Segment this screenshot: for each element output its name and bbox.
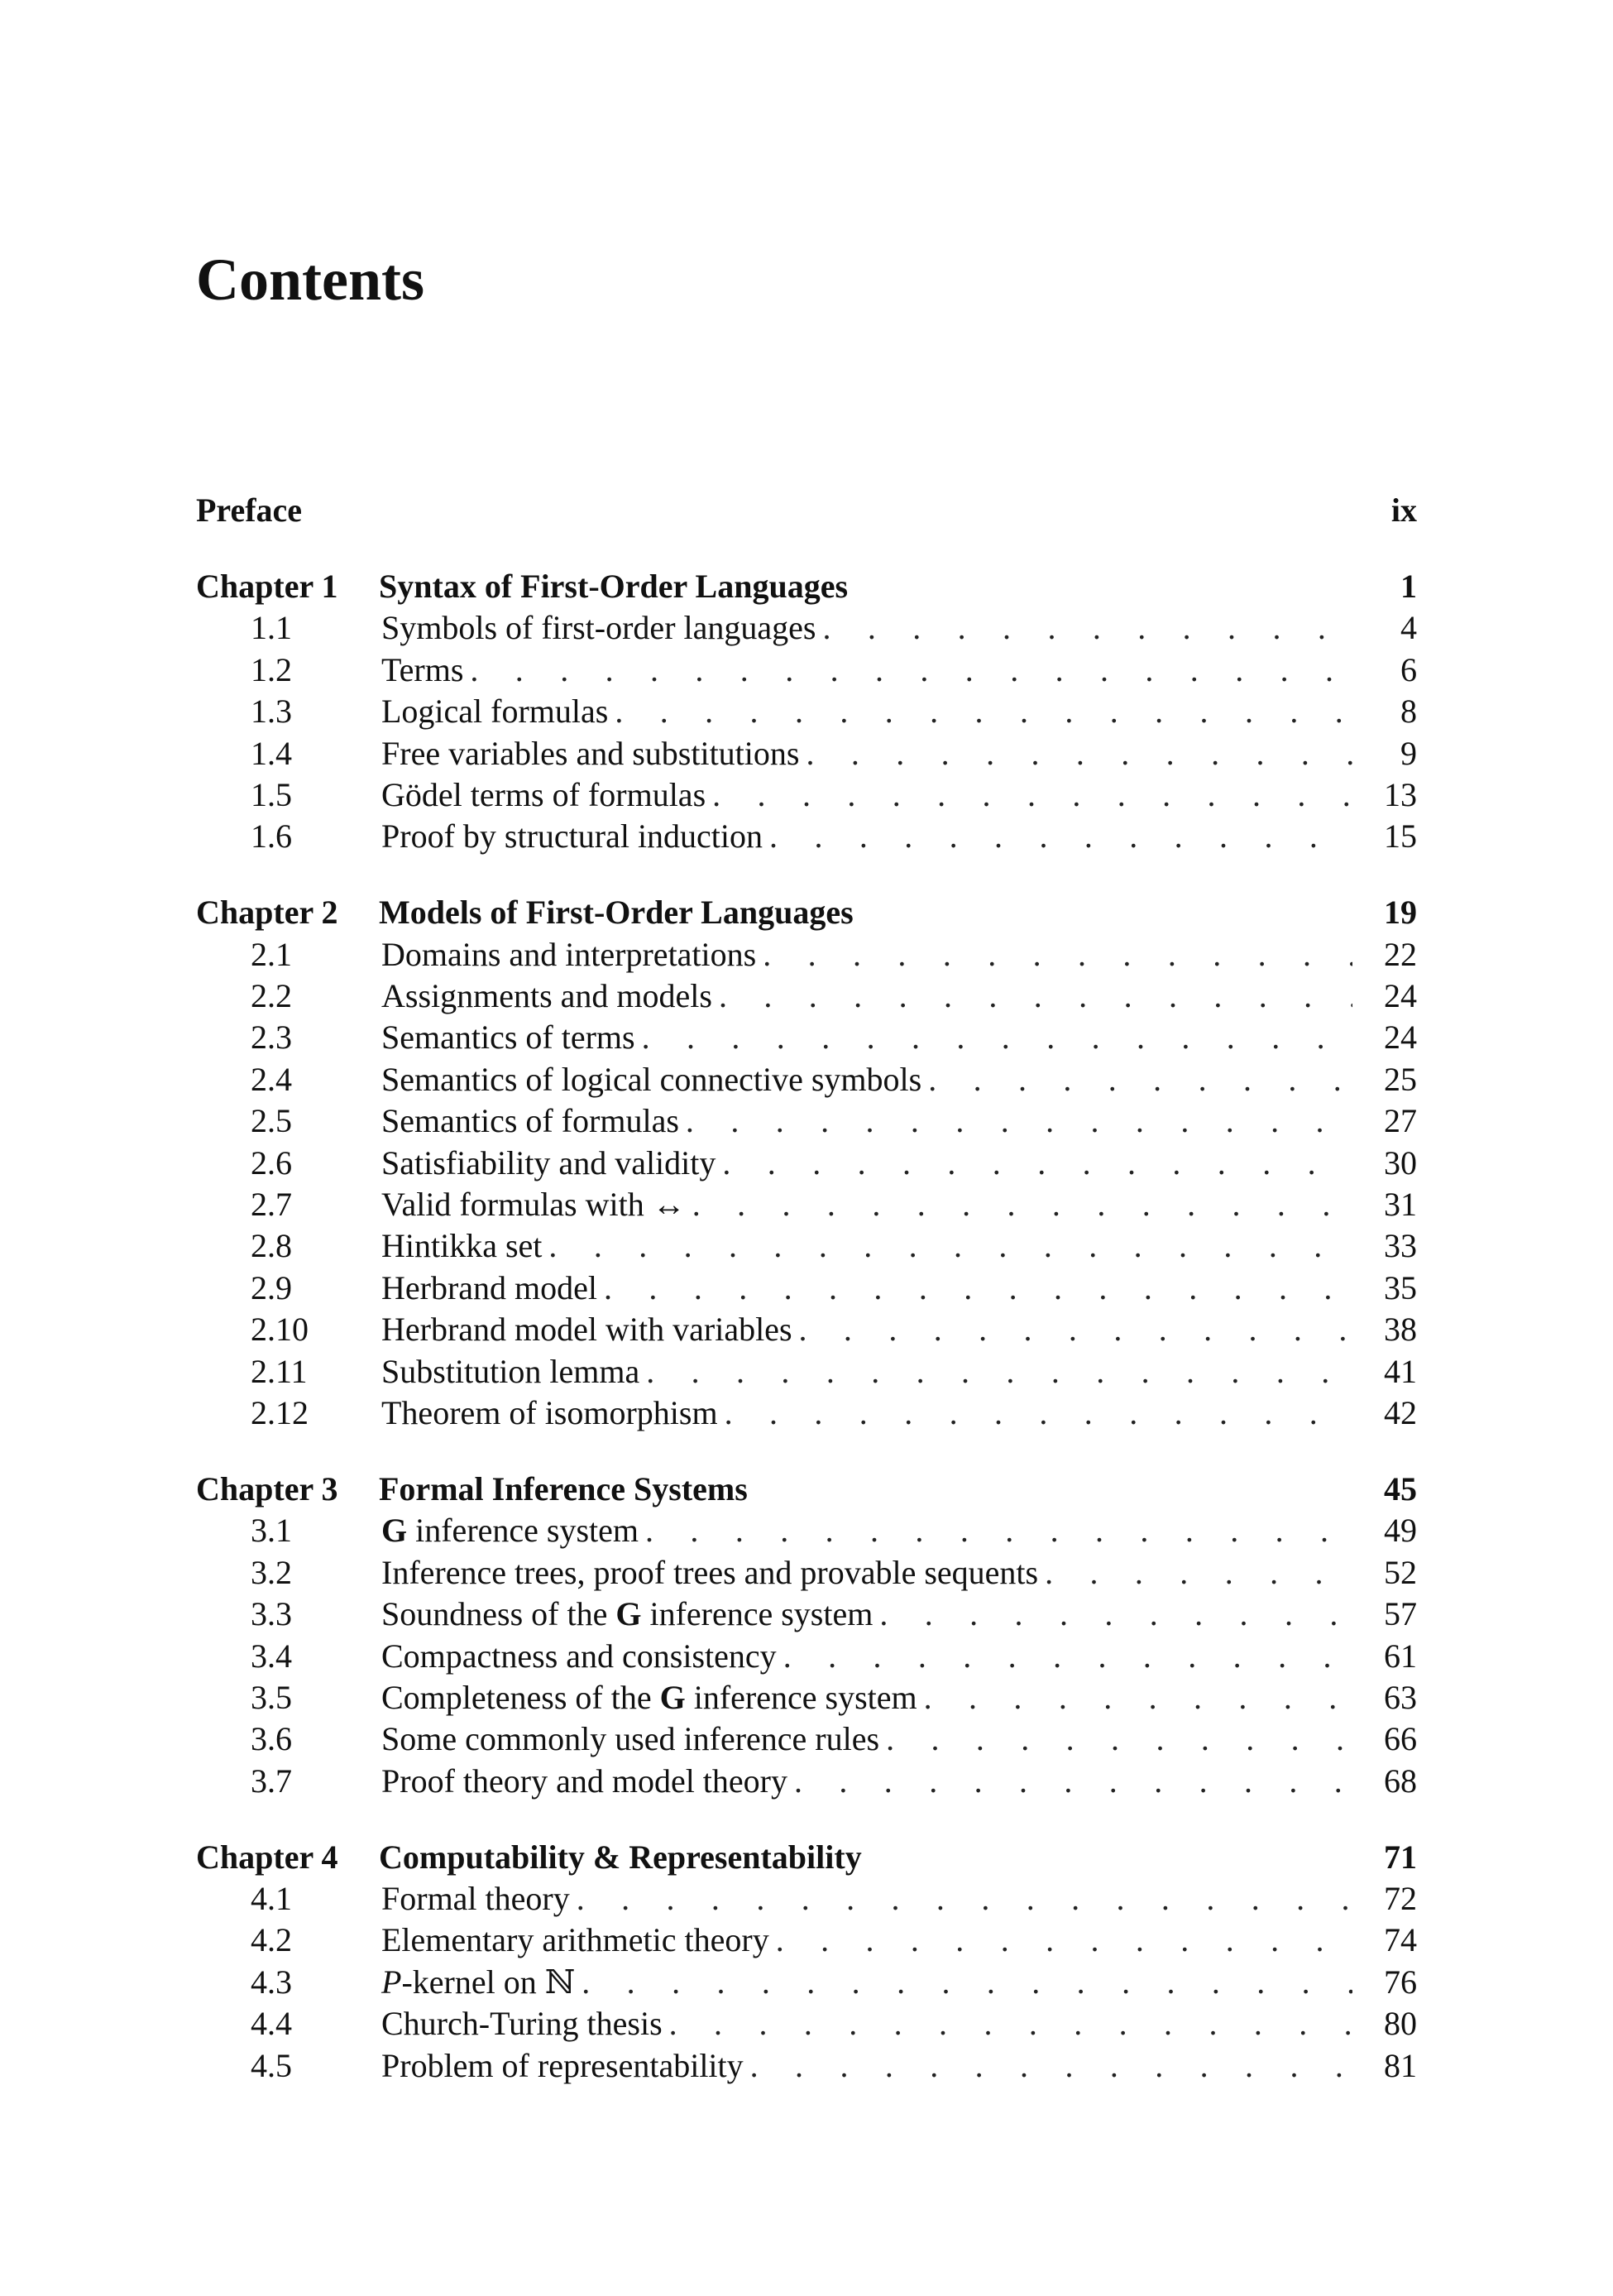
toc-chapter-entry[interactable]: [196, 566, 1417, 607]
toc-section-entry[interactable]: [196, 1309, 1417, 1350]
dot-leader: [769, 816, 1352, 857]
section-title: Problem of representability: [381, 2046, 744, 2084]
section-number: 3.6: [251, 1720, 292, 1758]
toc-section-entry[interactable]: [196, 1636, 1417, 1677]
toc-section-entry[interactable]: [196, 1594, 1417, 1635]
page-number: 22: [1384, 935, 1417, 973]
section-number: 2.2: [251, 977, 292, 1015]
toc-section-entry[interactable]: [196, 733, 1417, 774]
toc-chapter-entry[interactable]: [196, 892, 1417, 933]
toc-section-entry[interactable]: [196, 1878, 1417, 1920]
dot-leader: [642, 1017, 1352, 1058]
toc-chapter-entry[interactable]: [196, 1837, 1417, 1878]
page-number: 49: [1384, 1512, 1417, 1550]
dot-leader: [712, 774, 1352, 816]
toc-section-entry[interactable]: [196, 1184, 1417, 1225]
section-number: 2.1: [251, 935, 292, 973]
toc-section-entry[interactable]: [196, 691, 1417, 732]
section-title: Formal theory: [381, 1880, 570, 1918]
section-number: 4.5: [251, 2046, 292, 2084]
toc-section-entry[interactable]: [196, 1351, 1417, 1392]
section-number: 4.2: [251, 1921, 292, 1959]
section-title: Proof theory and model theory: [381, 1762, 787, 1800]
section-number: 1.1: [251, 609, 292, 647]
section-number: 2.11: [251, 1352, 308, 1390]
page-number: 1: [1400, 567, 1417, 605]
section-number: 1.2: [251, 650, 292, 688]
page-number: 45: [1384, 1469, 1417, 1507]
toc-section-entry[interactable]: [196, 1761, 1417, 1802]
page-number: 71: [1384, 1838, 1417, 1876]
dot-leader: [686, 1100, 1352, 1142]
dot-leader: [783, 1636, 1352, 1677]
section-title: [381, 1962, 582, 2003]
section-number: 2.4: [251, 1060, 292, 1098]
toc-section-entry[interactable]: [196, 2003, 1417, 2044]
bold-symbol: G: [615, 1595, 642, 1633]
chapter-title: Models of First-Order Languages: [379, 894, 854, 932]
page-number: 25: [1384, 1060, 1417, 1098]
page-number: 68: [1384, 1762, 1417, 1800]
section-title: Satisfiability and validity: [381, 1143, 716, 1182]
section-title: Domains and interpretations: [381, 935, 757, 973]
section-title: Terms: [381, 650, 464, 688]
toc-section-entry[interactable]: [196, 1059, 1417, 1100]
toc-section-entry[interactable]: [196, 1268, 1417, 1309]
page-number: 27: [1384, 1102, 1417, 1140]
dot-leader: [750, 2045, 1352, 2087]
section-title: [381, 1677, 924, 1718]
dot-leader: [470, 649, 1352, 691]
page-title: Contents: [196, 247, 425, 313]
dot-leader: [582, 1962, 1352, 2003]
section-title: Semantics of logical connective symbols: [381, 1060, 922, 1098]
section-title-text: inference system: [407, 1512, 639, 1550]
page-number: 6: [1400, 650, 1417, 688]
page-number: 81: [1384, 2046, 1417, 2084]
page-number: 13: [1384, 775, 1417, 813]
section-title: Herbrand model: [381, 1268, 598, 1306]
section-number: 2.10: [251, 1311, 309, 1349]
page-number: 15: [1384, 817, 1417, 856]
section-number: 2.6: [251, 1143, 292, 1182]
section-title: Semantics of formulas: [381, 1102, 679, 1140]
dot-leader: [806, 733, 1352, 774]
section-number: 1.6: [251, 817, 292, 856]
dot-leader: [763, 934, 1352, 975]
dot-leader: [822, 607, 1352, 649]
page-number: 41: [1384, 1352, 1417, 1390]
preface-label: Preface: [196, 491, 303, 529]
section-number: 3.7: [251, 1762, 292, 1800]
toc-section-entry[interactable]: [196, 1718, 1417, 1760]
toc-section-entry[interactable]: [196, 816, 1417, 857]
page-number: 24: [1384, 977, 1417, 1015]
chapter-label: Chapter 3: [196, 1469, 338, 1507]
section-number: 3.2: [251, 1553, 292, 1591]
page-number: 72: [1384, 1880, 1417, 1918]
section-title: Logical formulas: [381, 693, 609, 731]
toc-preface-entry[interactable]: [196, 490, 1417, 531]
dot-leader: [615, 691, 1352, 732]
section-title: Elementary arithmetic theory: [381, 1921, 769, 1959]
section-title: Proof by structural induction: [381, 817, 763, 856]
page-number: 4: [1400, 609, 1417, 647]
dot-leader: [1045, 1552, 1352, 1594]
chapter-title: Computability & Representability: [379, 1838, 862, 1876]
section-number: 4.3: [251, 1963, 292, 2001]
section-title: Hintikka set: [381, 1227, 543, 1265]
dot-leader: [646, 1351, 1352, 1392]
toc-section-entry[interactable]: [196, 1392, 1417, 1434]
toc-section-entry[interactable]: [196, 1552, 1417, 1594]
toc-section-entry[interactable]: [196, 975, 1417, 1017]
toc-section-entry[interactable]: [196, 1510, 1417, 1551]
section-number: 4.1: [251, 1880, 292, 1918]
dot-leader: [924, 1677, 1352, 1718]
page-number: 57: [1384, 1595, 1417, 1633]
section-number: 2.8: [251, 1227, 292, 1265]
page-number: 33: [1384, 1227, 1417, 1265]
chapter-title: Formal Inference Systems: [379, 1469, 748, 1507]
page-number: 38: [1384, 1311, 1417, 1349]
section-number: 2.9: [251, 1268, 292, 1306]
bold-symbol: G: [381, 1512, 408, 1550]
page-number: 80: [1384, 2005, 1417, 2043]
dot-leader: [799, 1309, 1352, 1350]
dot-leader: [722, 1143, 1352, 1184]
page-number: 24: [1384, 1019, 1417, 1057]
section-title: [381, 1510, 645, 1551]
bold-symbol: G: [659, 1678, 686, 1716]
dot-leader: [794, 1761, 1352, 1802]
section-title-text-after: inference system: [641, 1595, 874, 1633]
toc-section-entry[interactable]: [196, 2045, 1417, 2087]
section-number: 1.4: [251, 734, 292, 772]
chapter-label: Chapter 2: [196, 894, 338, 932]
dot-leader: [776, 1920, 1352, 1961]
toc-section-entry[interactable]: [196, 1962, 1417, 2003]
table-of-contents: [196, 490, 1417, 2087]
dot-leader: [879, 1594, 1352, 1635]
page-number: 31: [1384, 1186, 1417, 1224]
section-title: Theorem of isomorphism: [381, 1394, 718, 1431]
italic-symbol: P: [381, 1963, 402, 2001]
section-title-text: -kernel on ℕ: [401, 1963, 576, 2001]
dot-leader: [669, 2003, 1352, 2044]
dot-leader: [886, 1718, 1352, 1760]
section-title: Church-Turing thesis: [381, 2005, 663, 2043]
page-number: 8: [1400, 693, 1417, 731]
page-number: 61: [1384, 1637, 1417, 1675]
toc-section-entry[interactable]: [196, 607, 1417, 649]
section-number: 4.4: [251, 2005, 292, 2043]
chapter-title: Syntax of First-Order Languages: [379, 567, 849, 605]
page-number: 30: [1384, 1143, 1417, 1182]
dot-leader: [719, 975, 1352, 1017]
page-number: 63: [1384, 1678, 1417, 1716]
section-title: Substitution lemma: [381, 1352, 640, 1390]
toc-section-entry[interactable]: [196, 1677, 1417, 1718]
section-title: Compactness and consistency: [381, 1637, 777, 1675]
section-number: 3.5: [251, 1678, 292, 1716]
page-number: ix: [1390, 491, 1417, 529]
section-number: 2.5: [251, 1102, 292, 1140]
toc-chapter-entry[interactable]: [196, 1469, 1417, 1510]
section-title: Some commonly used inference rules: [381, 1720, 880, 1758]
page-number: 35: [1384, 1268, 1417, 1306]
section-title: Inference trees, proof trees and provable sequents: [381, 1553, 1039, 1591]
section-number: 1.5: [251, 775, 292, 813]
dot-leader: [725, 1392, 1352, 1434]
section-number: 3.3: [251, 1595, 292, 1633]
toc-section-entry[interactable]: [196, 1225, 1417, 1267]
section-title: Symbols of first-order languages: [381, 609, 816, 647]
section-title: Semantics of terms: [381, 1019, 635, 1057]
section-number: 3.1: [251, 1512, 292, 1550]
toc-section-entry[interactable]: [196, 1143, 1417, 1184]
page-number: 19: [1384, 894, 1417, 932]
dot-leader: [928, 1059, 1352, 1100]
section-title: Valid formulas with ↔: [381, 1186, 686, 1224]
page-number: 52: [1384, 1553, 1417, 1591]
page-number: 42: [1384, 1394, 1417, 1431]
dot-leader: [692, 1184, 1352, 1225]
dot-leader: [548, 1225, 1352, 1267]
section-title: Herbrand model with variables: [381, 1311, 792, 1349]
page-number: 9: [1400, 734, 1417, 772]
section-title-text: Soundness of the: [381, 1595, 616, 1633]
page-number: 76: [1384, 1963, 1417, 2001]
section-number: 3.4: [251, 1637, 292, 1675]
toc-section-entry[interactable]: [196, 1920, 1417, 1961]
section-number: 2.7: [251, 1186, 292, 1224]
toc-section-entry[interactable]: [196, 1017, 1417, 1058]
section-title: Gödel terms of formulas: [381, 775, 706, 813]
toc-section-entry[interactable]: [196, 649, 1417, 691]
dot-leader: [604, 1268, 1352, 1309]
section-number: 2.12: [251, 1394, 309, 1431]
section-title: Free variables and substitutions: [381, 734, 800, 772]
section-title-text: Completeness of the: [381, 1678, 660, 1716]
dot-leader: [577, 1878, 1352, 1920]
page-number: 66: [1384, 1720, 1417, 1758]
section-number: 1.3: [251, 693, 292, 731]
toc-section-entry[interactable]: [196, 934, 1417, 975]
page-number: 74: [1384, 1921, 1417, 1959]
dot-leader: [645, 1510, 1352, 1551]
chapter-label: Chapter 4: [196, 1838, 338, 1876]
toc-section-entry[interactable]: [196, 774, 1417, 816]
section-number: 2.3: [251, 1019, 292, 1057]
section-title: Assignments and models: [381, 977, 712, 1015]
section-title: [381, 1594, 879, 1635]
section-title-text-after: inference system: [685, 1678, 917, 1716]
toc-section-entry[interactable]: [196, 1100, 1417, 1142]
chapter-label: Chapter 1: [196, 567, 338, 605]
